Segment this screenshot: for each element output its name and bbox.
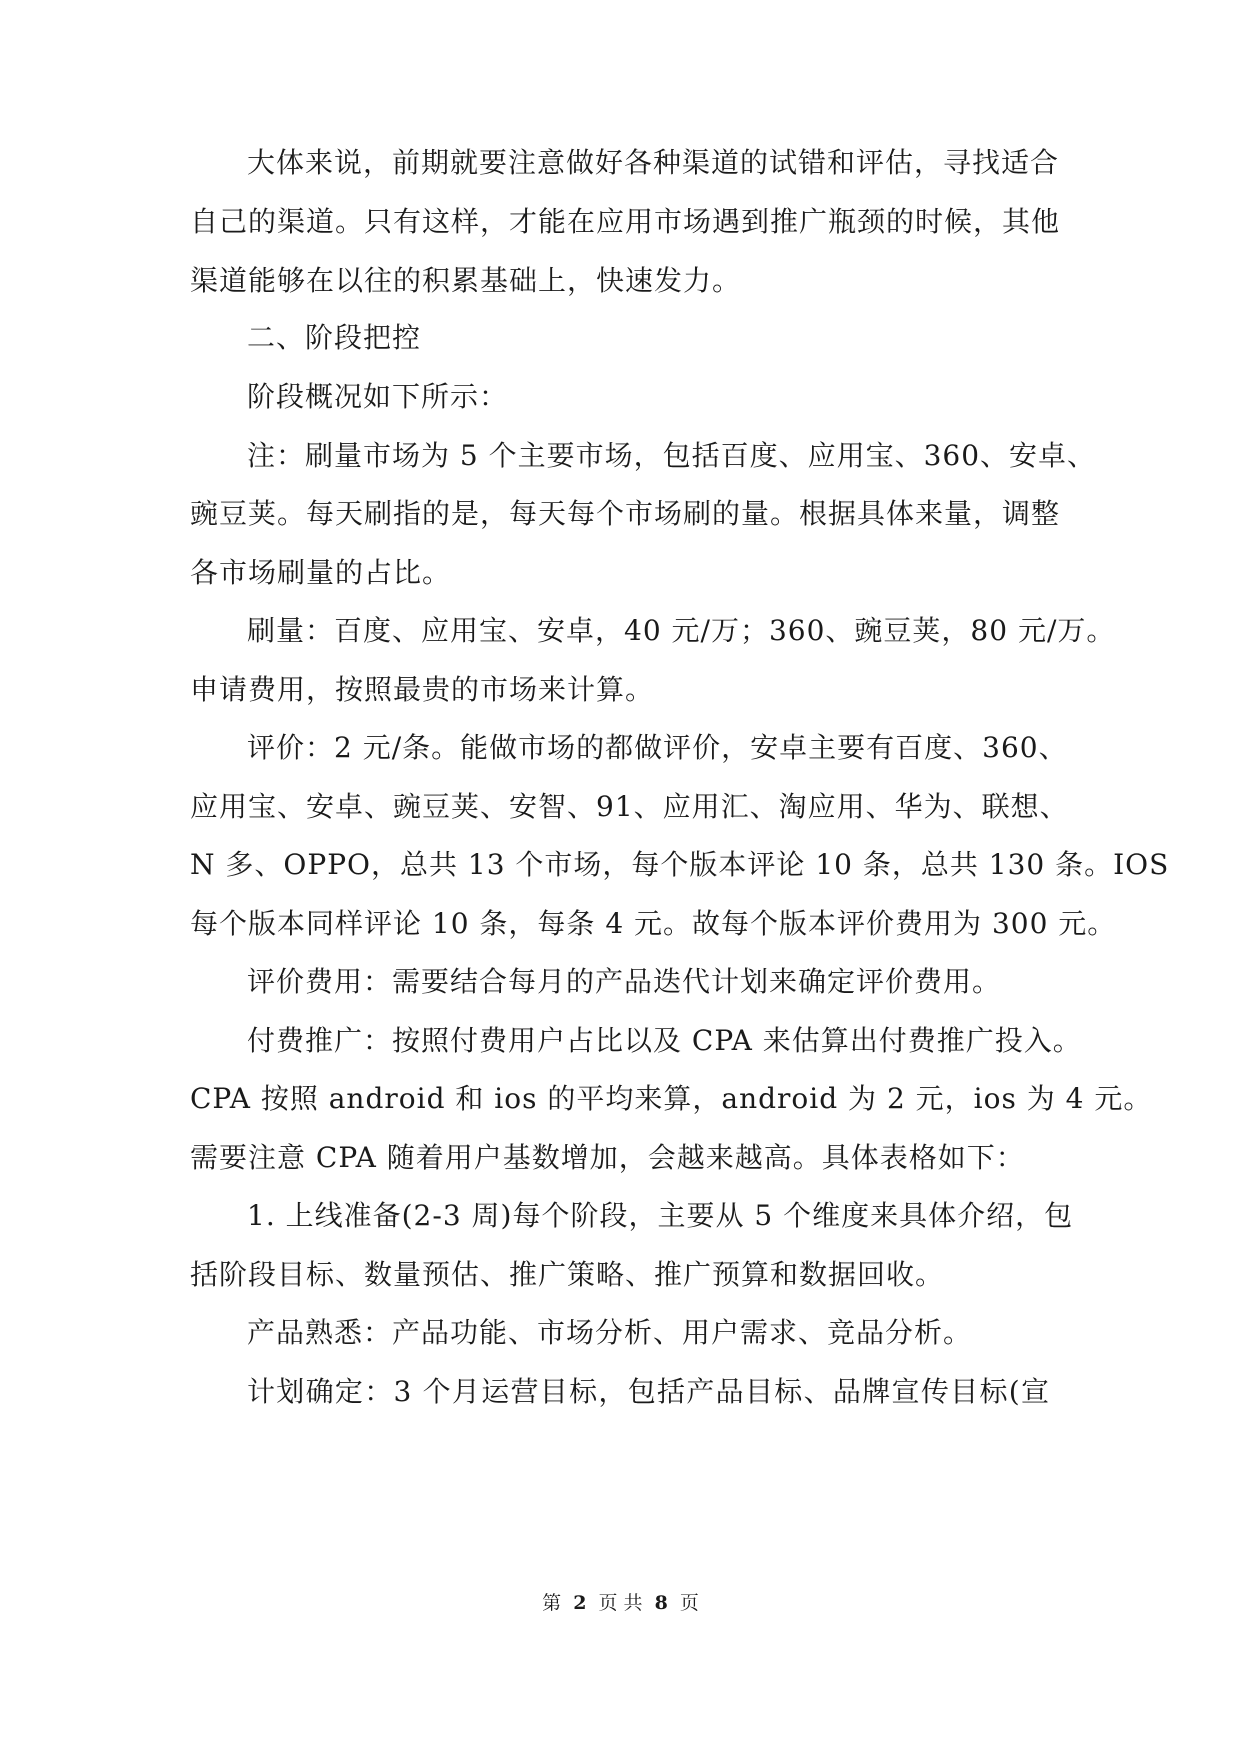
paragraph-line: 大体来说，前期就要注意做好各种渠道的试错和评估，寻找适合	[247, 146, 1060, 179]
page-footer	[0, 1590, 1241, 1616]
footer-prefix: 第	[542, 1592, 562, 1614]
paragraph-line: N 多、OPPO，总共 13 个市场，每个版本评论 10 条，总共 130 条。IOS	[190, 848, 1170, 881]
paragraph-line: 应用宝、安卓、豌豆荚、安智、91、应用汇、淘应用、华为、联想、	[190, 790, 1069, 823]
section-heading: 二、阶段把控	[247, 321, 422, 354]
paragraph-line: CPA 按照 android 和 ios 的平均来算，android 为 2 元，ios 为 4 元。	[190, 1082, 1153, 1115]
paragraph-line: 1. 上线准备(2-3 周)每个阶段，主要从 5 个维度来具体介绍，包	[247, 1199, 1074, 1232]
footer-suffix: 页	[679, 1592, 699, 1614]
footer-middle: 页 共	[598, 1592, 643, 1614]
paragraph-line: 自己的渠道。只有这样，才能在应用市场遇到推广瓶颈的时候，其他	[190, 205, 1061, 238]
paragraph-line: 括阶段目标、数量预估、推广策略、推广预算和数据回收。	[190, 1258, 945, 1291]
paragraph-line: 每个版本同样评论 10 条，每条 4 元。故每个版本评价费用为 300 元。	[190, 907, 1117, 940]
paragraph-line: 评价：2 元/条。能做市场的都做评价，安卓主要有百度、360、	[247, 731, 1068, 764]
paragraph-line: 付费推广：按照付费用户占比以及 CPA 来估算出付费推广投入。	[247, 1024, 1082, 1057]
paragraph-line: 申请费用，按照最贵的市场来计算。	[190, 673, 655, 706]
current-page-number: 2	[573, 1592, 587, 1614]
paragraph-line: 评价费用：需要结合每月的产品迭代计划来确定评价费用。	[247, 965, 1002, 998]
paragraph-line: 阶段概况如下所示：	[247, 380, 509, 413]
paragraph-line: 计划确定：3 个月运营目标，包括产品目标、品牌宣传目标(宣	[247, 1375, 1050, 1408]
paragraph-line: 豌豆荚。每天刷指的是，每天每个市场刷的量。根据具体来量，调整	[190, 497, 1061, 530]
paragraph-line: 产品熟悉：产品功能、市场分析、用户需求、竞品分析。	[247, 1316, 973, 1349]
paragraph-line: 需要注意 CPA 随着用户基数增加，会越来越高。具体表格如下：	[190, 1141, 1025, 1174]
paragraph-line: 渠道能够在以往的积累基础上，快速发力。	[190, 264, 742, 297]
total-pages-number: 8	[654, 1592, 668, 1614]
paragraph-line: 各市场刷量的占比。	[190, 556, 452, 589]
paragraph-line: 注：刷量市场为 5 个主要市场，包括百度、应用宝、360、安卓、	[247, 439, 1097, 472]
paragraph-line: 刷量：百度、应用宝、安卓，40 元/万；360、豌豆荚，80 元/万。	[247, 614, 1116, 647]
